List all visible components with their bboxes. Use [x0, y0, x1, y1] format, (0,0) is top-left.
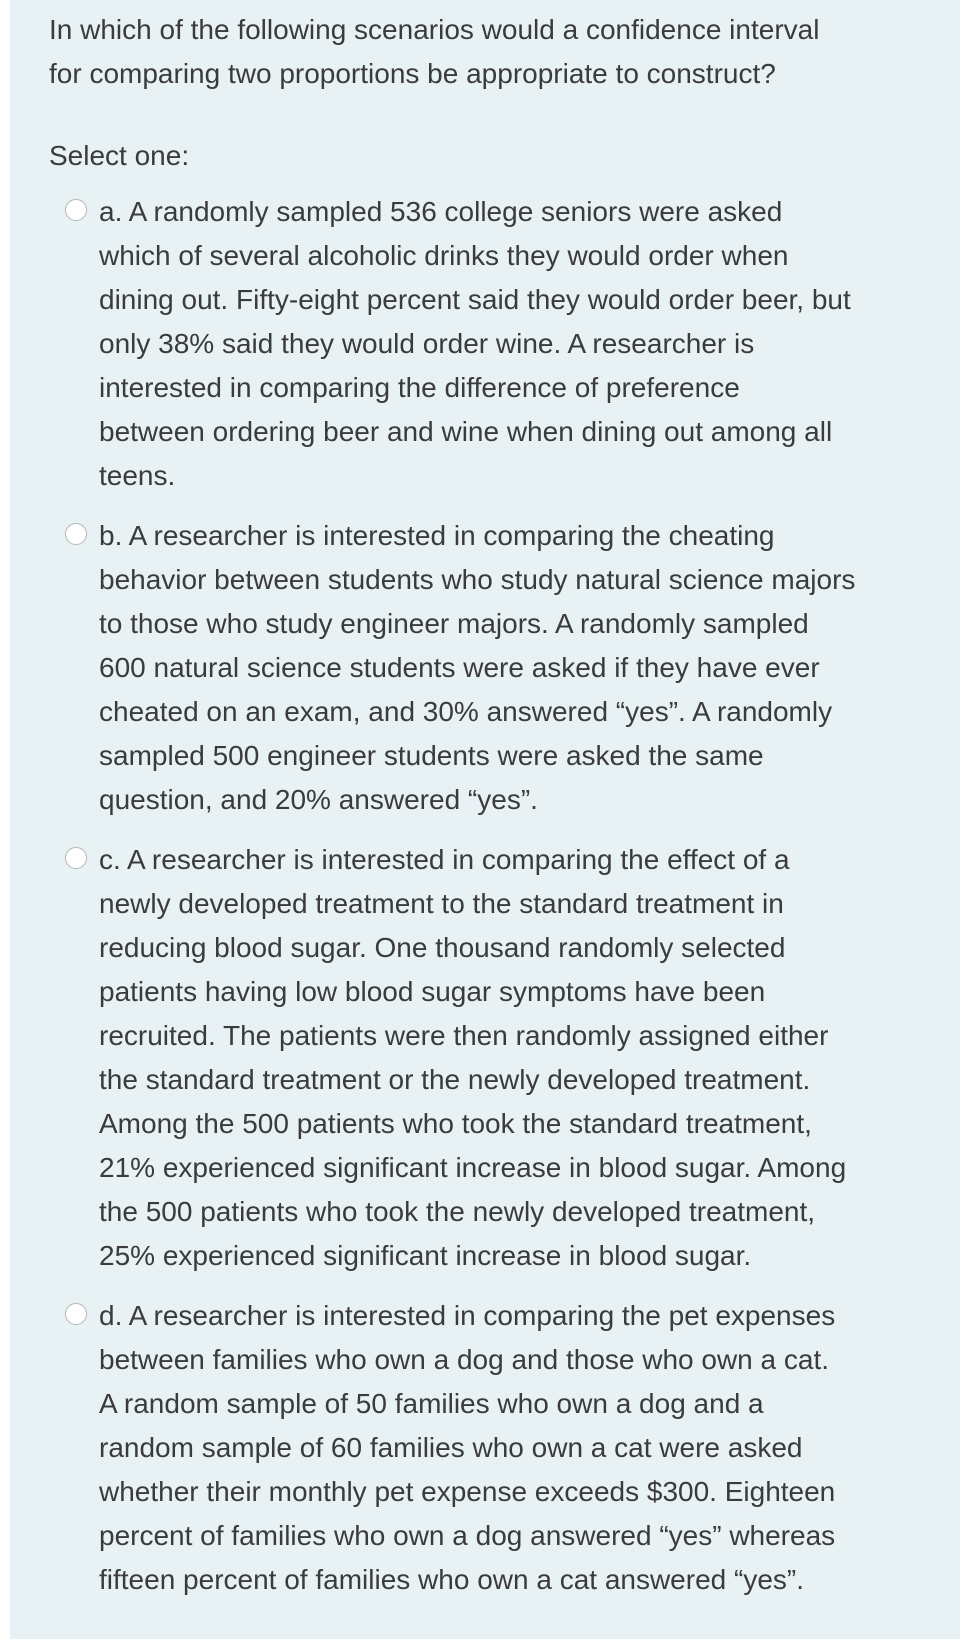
radio-button-a[interactable]	[65, 199, 87, 221]
select-one-prompt: Select one:	[49, 140, 190, 171]
option-b[interactable]	[49, 514, 949, 822]
option-a[interactable]	[49, 190, 949, 498]
radio-button-d[interactable]	[65, 1303, 87, 1325]
question-panel	[10, 0, 960, 1639]
option-b-text[interactable]: b. A researcher is interested in comparing the cheating behavior between students who study natural science majors to those who study engineer majors. A randomly sampled 600 natural science students were asked if they have ever cheated on an exam, and 30% answered “yes”. A randomly sampled 500 engineer students were asked the same question, and 20% answered “yes”.	[99, 520, 856, 815]
option-c-text[interactable]: c. A researcher is interested in comparing the effect of a newly developed treatment to the standard treatment in reducing blood sugar. One thousand randomly selected patients having low blood sugar symptoms have been recruited. The patients were then randomly assigned either the standard treatment or the newly developed treatment. Among the 500 patients who took the standard treatment, 21% experienced significant increase in blood sugar. Among the 500 patients who took the newly developed treatment, 25% experienced significant increase in blood sugar.	[99, 844, 847, 1271]
option-a-text[interactable]: a. A randomly sampled 536 college seniors were asked which of several alcoholic drinks they would order when dining out. Fifty-eight percent said they would order beer, but only 38% said they would order wine. A researcher is interested in comparing the difference of preference between ordering beer and wine when dining out among all teens.	[99, 196, 851, 491]
option-d[interactable]	[49, 1294, 949, 1602]
answer-options	[49, 190, 960, 1602]
radio-button-b[interactable]	[65, 523, 87, 545]
option-d-text[interactable]: d. A researcher is interested in comparing the pet expenses between families who own a dog and those who own a cat. A random sample of 50 families who own a dog and a random sample of 60 families who own a cat were asked whether their monthly pet expense exceeds $300. Eighteen percent of families who own a dog answered “yes” whereas fifteen percent of families who own a cat answered “yes”.	[99, 1300, 836, 1595]
radio-button-c[interactable]	[65, 847, 87, 869]
question-text: In which of the following scenarios would a confidence interval for comparing two proportions be appropriate to construct?	[49, 14, 820, 89]
option-c[interactable]	[49, 838, 949, 1278]
